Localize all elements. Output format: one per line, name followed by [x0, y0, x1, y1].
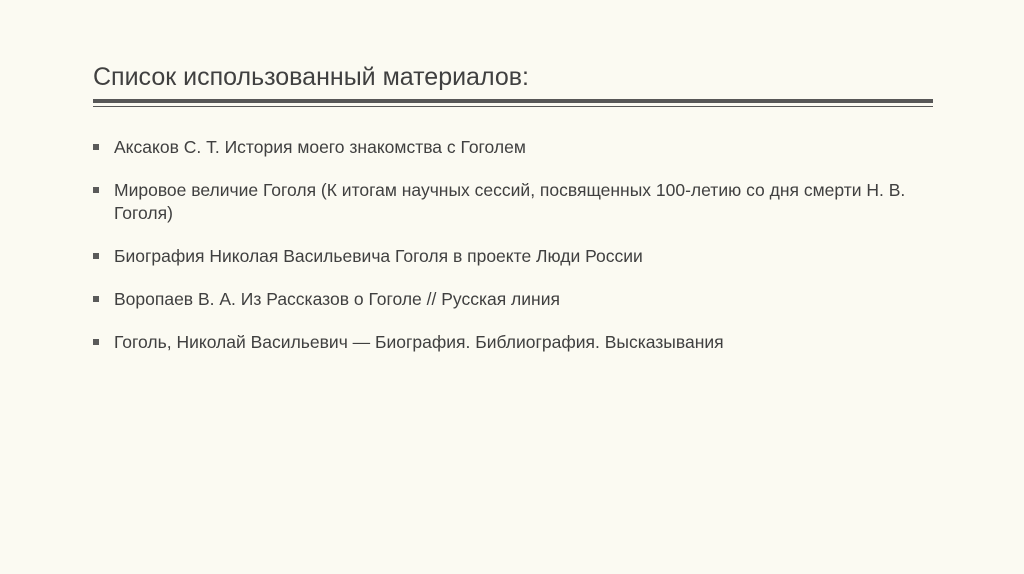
list-item	[93, 288, 913, 311]
title-divider-thin	[93, 106, 933, 107]
slide-title: Список использованный материалов:	[93, 63, 529, 91]
list-item	[93, 331, 913, 354]
list-item-text: Аксаков С. Т. История моего знакомства с Гоголем	[114, 137, 526, 157]
references-list	[93, 136, 913, 374]
square-bullet-icon	[93, 144, 99, 150]
square-bullet-icon	[93, 339, 99, 345]
square-bullet-icon	[93, 253, 99, 259]
list-item	[93, 179, 913, 225]
square-bullet-icon	[93, 296, 99, 302]
list-item-text: Воропаев В. А. Из Рассказов о Гоголе // Русская линия	[114, 289, 560, 309]
list-item-text: Биография Николая Васильевича Гоголя в проекте Люди России	[114, 246, 643, 266]
square-bullet-icon	[93, 187, 99, 193]
title-divider-thick	[93, 99, 933, 103]
list-item-text: Мировое величие Гоголя (К итогам научных сессий, посвященных 100-летию со дня смерти Н. В. Гоголя)	[114, 180, 906, 223]
list-item-text: Гоголь, Николай Васильевич — Биография. Библиография. Высказывания	[114, 332, 724, 352]
list-item	[93, 245, 913, 268]
list-item	[93, 136, 913, 159]
